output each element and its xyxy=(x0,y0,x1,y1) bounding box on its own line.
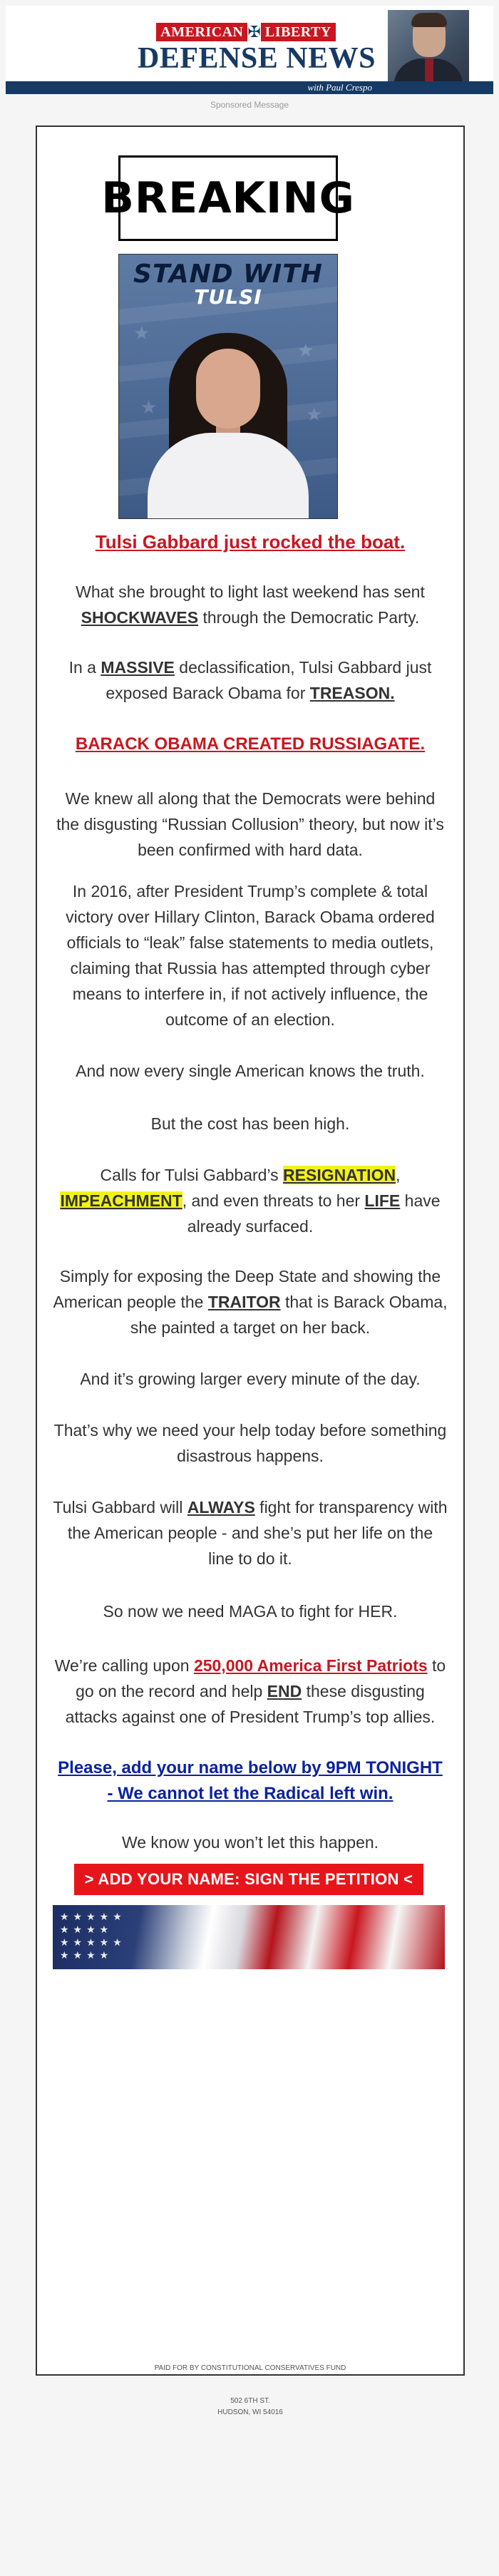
emphasis-always: ALWAYS xyxy=(187,1498,255,1517)
paragraph-cost: But the cost has been high. xyxy=(150,1114,350,1133)
star-icon: ★ xyxy=(133,323,150,344)
subheadline-text: BARACK OBAMA CREATED RUSSIAGATE. xyxy=(75,734,426,754)
brand-defense-news: DEFENSE NEWS xyxy=(138,42,376,75)
text-span: that is Barack Obama, she painted a target on her back. xyxy=(130,1293,448,1337)
paragraph-always xyxy=(53,1494,448,1571)
paragraph-maga: So now we need MAGA to fight for HER. xyxy=(103,1602,398,1621)
text-span: declassification, Tulsi Gabbard just exposed Barack Obama for xyxy=(106,658,432,702)
paragraph-russian-collusion: We knew all along that the Democrats were behind the disgusting “Russian Collusion” theory, but now it’s been confirmed with hard data. xyxy=(56,789,444,859)
emphasis-resignation: RESIGNATION xyxy=(283,1166,396,1184)
header-banner xyxy=(6,6,493,94)
paragraph-declassification xyxy=(53,655,448,706)
paragraph-deadline xyxy=(53,1755,448,1807)
text-span: these disgusting attacks against one of President Trump’s top allies. xyxy=(65,1682,436,1726)
emphasis-impeachment: IMPEACHMENT xyxy=(60,1191,182,1210)
hero-image[interactable] xyxy=(118,254,338,519)
emphasis-life: LIFE xyxy=(364,1191,401,1210)
paragraph-need-help: That’s why we need your help today before something disastrous happens. xyxy=(53,1421,447,1465)
emphasis-treason: TREASON. xyxy=(309,684,395,702)
footer-paid-for: PAID FOR BY CONSTITUTIONAL CONSERVATIVES FUND xyxy=(154,2364,346,2372)
subheadline xyxy=(53,732,448,757)
paragraph-threats xyxy=(53,1162,448,1239)
text-span: Simply for exposing the Deep State and showing the American people the xyxy=(53,1267,441,1311)
american-flag-image[interactable] xyxy=(53,1905,445,1969)
paragraph-patriots xyxy=(53,1653,448,1730)
text-span: have already surfaced. xyxy=(187,1191,441,1236)
paragraph-deep-state xyxy=(53,1263,448,1340)
flag-stars-icon: ★★★★★ ★★★★ ★★★★★ ★★★★ xyxy=(60,1912,126,1961)
headline-text: Tulsi Gabbard just rocked the boat. xyxy=(95,531,406,553)
deadline-link[interactable]: Please, add your name below by 9PM TONIGHT - We cannot let the Radical left win. xyxy=(58,1758,443,1803)
brand-subtitle: with Paul Crespo xyxy=(307,82,372,93)
email-card xyxy=(36,125,465,2416)
emphasis-shockwaves: SHOCKWAVES xyxy=(81,608,199,627)
sign-petition-button[interactable]: > ADD YOUR NAME: SIGN THE PETITION < xyxy=(74,1864,423,1895)
star-icon: ★ xyxy=(140,397,158,419)
text-span: Tulsi Gabbard will xyxy=(53,1498,187,1517)
banner-navy-bar xyxy=(6,81,493,94)
text-span: through the Democratic Party. xyxy=(198,608,420,627)
star-icon: ★ xyxy=(306,404,323,426)
liberty-torch-icon: ✠ xyxy=(247,23,261,41)
emphasis-massive: MASSIVE xyxy=(101,658,175,677)
text-span: We’re calling upon xyxy=(54,1656,194,1675)
text-span: , xyxy=(396,1166,401,1184)
footer-address-line1: 502 6TH ST. xyxy=(230,2397,270,2405)
hero-title-line1: STAND WITH xyxy=(133,260,323,289)
patriots-link[interactable]: 250,000 America First Patriots xyxy=(193,1656,428,1675)
sponsored-label: Sponsored Message xyxy=(210,100,289,110)
text-span: Calls for Tulsi Gabbard’s xyxy=(100,1166,284,1184)
paragraph-2016: In 2016, after President Trump’s complete & total victory over Hillary Clinton, Barack Obama ordered officials to “leak” false statements to media outlets, claiming that Russia has attempted through cyber means to interfere in, if not actively influence, the outcome of an election. xyxy=(66,882,435,1029)
headline xyxy=(53,529,448,555)
text-span: In a xyxy=(68,658,101,677)
brand-liberty: LIBERTY xyxy=(261,23,336,41)
text-span: fight for transparency with the American people - and she’s put her life on the line to do it. xyxy=(67,1498,448,1568)
text-span: to go on the record and help xyxy=(76,1656,446,1700)
brand-american: AMERICAN xyxy=(156,23,247,41)
paragraph-growing: And it’s growing larger every minute of the day. xyxy=(80,1370,421,1388)
footer-address-line2: HUDSON, WI 54016 xyxy=(217,2408,283,2416)
paragraph-we-know: We know you won’t let this happen. xyxy=(121,1833,379,1852)
hero-title-line2: TULSI xyxy=(194,285,262,309)
breaking-banner: BREAKING xyxy=(118,155,338,241)
star-icon: ★ xyxy=(297,340,314,361)
brand-top-line xyxy=(158,23,334,41)
text-span: What she brought to light last weekend has sent xyxy=(76,583,425,601)
emphasis-traitor: TRAITOR xyxy=(207,1293,281,1311)
emphasis-end: END xyxy=(267,1682,302,1700)
paragraph-truth: And now every single American knows the truth. xyxy=(76,1062,425,1080)
text-span: , and even threats to her xyxy=(182,1191,365,1210)
paragraph-shockwaves xyxy=(53,579,448,630)
